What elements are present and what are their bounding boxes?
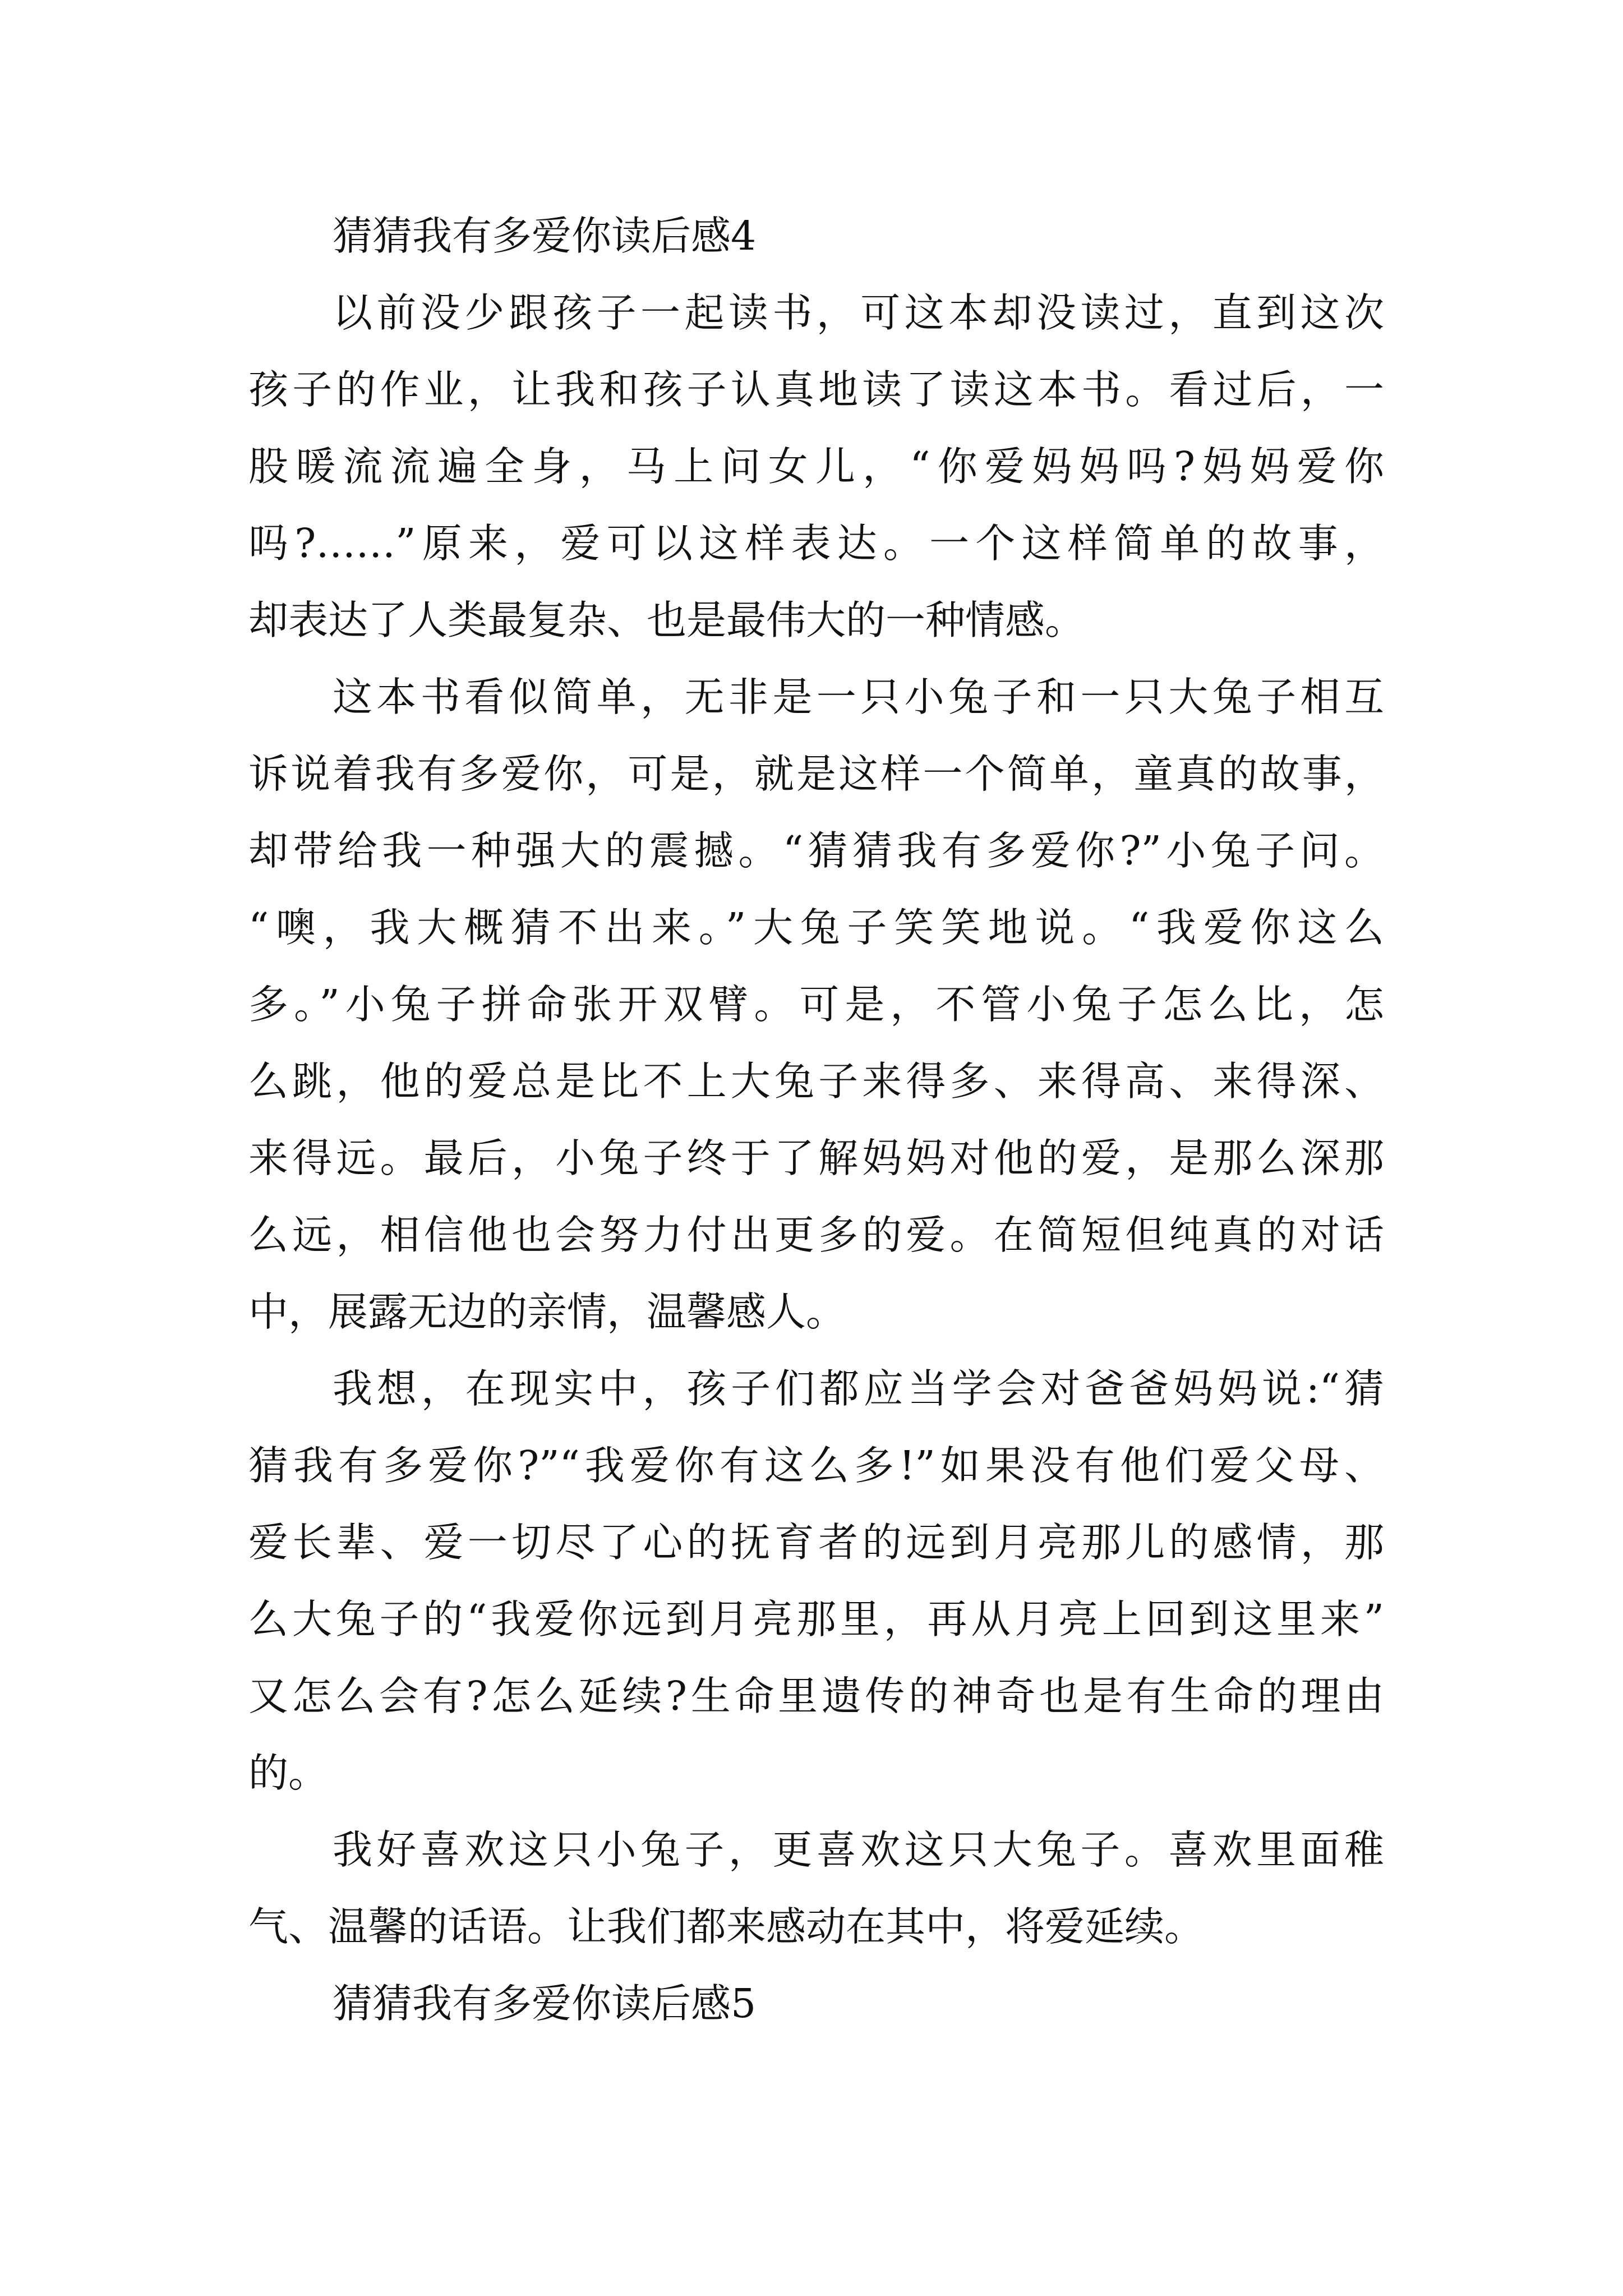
paragraph-line: 吗?……”原来，爱可以这样表达。一个这样简单的故事， (248, 520, 1384, 567)
paragraph-line: 股暖流流遍全身，马上问女儿，“你爱妈妈吗?妈妈爱你 (248, 443, 1384, 490)
paragraph-line: 我好喜欢这只小兔子，更喜欢这只大兔子。喜欢里面稚 (333, 1826, 1384, 1873)
paragraph-line: 中，展露无边的亲情，温馨感人。 (248, 1289, 846, 1335)
paragraph-line: 么远，相信他也会努力付出更多的爱。在简短但纯真的对话 (248, 1212, 1384, 1258)
paragraph-line: 这本书看似简单，无非是一只小兔子和一只大兔子相互 (333, 674, 1384, 720)
paragraph-line: 以前没少跟孩子一起读书，可这本却没读过，直到这次 (333, 289, 1384, 336)
paragraph-line: 却表达了人类最复杂、也是最伟大的一种情感。 (248, 597, 1085, 643)
section-heading-5: 猜猜我有多爱你读后感5 (333, 1980, 757, 2027)
paragraph-line: 么大兔子的“我爱你远到月亮那里，再从月亮上回到这里来” (248, 1596, 1384, 1642)
paragraph-line: 诉说着我有多爱你，可是，就是这样一个简单，童真的故事， (248, 751, 1384, 797)
paragraph-line: 孩子的作业，让我和孩子认真地读了读这本书。看过后，一 (248, 366, 1384, 413)
paragraph-line: 的。 (248, 1750, 329, 1796)
paragraph-line: 又怎么会有?怎么延续?生命里遗传的神奇也是有生命的理由 (248, 1673, 1384, 1719)
paragraph-line: 猜我有多爱你?”“我爱你有这么多!”如果没有他们爱父母、 (248, 1442, 1384, 1489)
paragraph-4 (248, 1811, 1384, 1965)
paragraph-line: 多。”小兔子拼命张开双臂。可是，不管小兔子怎么比，怎 (248, 981, 1384, 1028)
paragraph-1 (248, 274, 1384, 659)
paragraph-line: 爱长辈、爱一切尽了心的抚育者的远到月亮那儿的感情，那 (248, 1519, 1384, 1566)
paragraph-line: 来得远。最后，小兔子终于了解妈妈对他的爱，是那么深那 (248, 1135, 1384, 1181)
paragraph-3 (248, 1350, 1384, 1811)
paragraph-line: 我想，在现实中，孩子们都应当学会对爸爸妈妈说:“猜 (333, 1365, 1384, 1412)
section-heading-4: 猜猜我有多爱你读后感4 (333, 213, 757, 259)
paragraph-line: 却带给我一种强大的震撼。“猜猜我有多爱你?”小兔子问。 (248, 827, 1384, 874)
paragraph-line: “噢，我大概猜不出来。”大兔子笑笑地说。“我爱你这么 (248, 904, 1384, 951)
paragraph-2 (248, 659, 1384, 1350)
paragraph-line: 么跳，他的爱总是比不上大兔子来得多、来得高、来得深、 (248, 1058, 1384, 1105)
paragraph-line: 气、温馨的话语。让我们都来感动在其中，将爱延续。 (248, 1903, 1205, 1950)
document-body (248, 197, 1384, 2042)
